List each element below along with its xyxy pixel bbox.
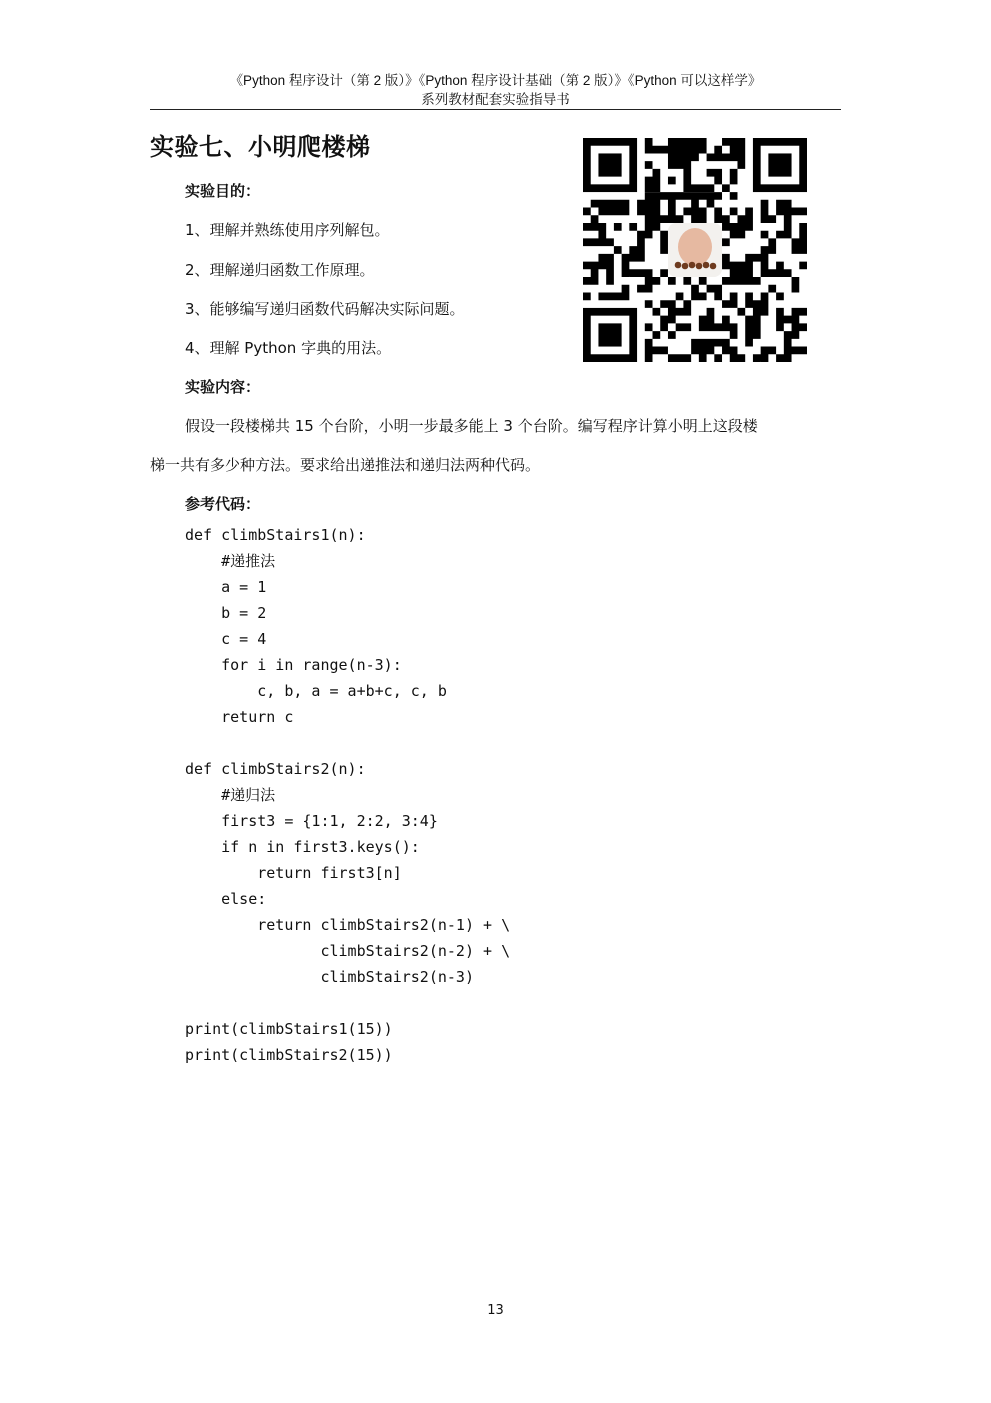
code-line: print(climbStairs2(15)) <box>185 1046 393 1064</box>
objective-item: 4、理解 Python 字典的用法。 <box>185 339 392 357</box>
code-line: climbStairs2(n-2) + \ <box>185 942 511 960</box>
code-block <box>185 522 510 1068</box>
objective-item: 2、理解递归函数工作原理。 <box>185 261 375 279</box>
page-header <box>150 71 841 109</box>
code-line: #递归法 <box>185 786 276 804</box>
header-line-2: 系列教材配套实验指导书 <box>421 92 570 107</box>
content-heading: 实验内容： <box>185 378 261 396</box>
code-line: return c <box>185 708 294 726</box>
code-line <box>185 730 510 756</box>
code-line: for i in range(n-3): <box>185 656 402 674</box>
code-line: a = 1 <box>185 578 267 596</box>
bracelet-bead <box>696 263 703 270</box>
code-line <box>185 990 510 1016</box>
code-line: def climbStairs1(n): <box>185 526 366 544</box>
code-line: def climbStairs2(n): <box>185 760 366 778</box>
code-line: else: <box>185 890 267 908</box>
bracelet-bead <box>710 263 717 270</box>
code-line: first3 = {1:1, 2:2, 3:4} <box>185 812 438 830</box>
content-paragraph-line-1: 假设一段楼梯共 15 个台阶，小明一步最多能上 3 个台阶。编写程序计算小明上这段楼 <box>185 417 758 435</box>
bracelet-bead <box>675 262 682 269</box>
header-rule <box>150 109 841 110</box>
objectives-heading: 实验目的： <box>185 182 261 200</box>
code-line: b = 2 <box>185 604 267 622</box>
qr-code-icon <box>583 138 807 362</box>
page-title: 实验七、小明爬楼梯 <box>150 132 371 161</box>
code-line: print(climbStairs1(15)) <box>185 1020 393 1038</box>
bracelet-bead <box>689 262 696 269</box>
bracelet-bead <box>703 262 710 269</box>
code-line: #递推法 <box>185 552 276 570</box>
code-line: if n in first3.keys(): <box>185 838 420 856</box>
page-number: 13 <box>487 1303 504 1318</box>
bracelet-bead <box>682 263 689 270</box>
objective-item: 1、理解并熟练使用序列解包。 <box>185 221 390 239</box>
qr-code-graphic <box>583 138 807 362</box>
code-line: return climbStairs2(n-1) + \ <box>185 916 511 934</box>
code-heading: 参考代码： <box>185 495 261 513</box>
code-line: climbStairs2(n-3) <box>185 968 474 986</box>
code-line: c, b, a = a+b+c, c, b <box>185 682 447 700</box>
fist-icon <box>678 228 712 266</box>
header-line-1: 《Python 程序设计（第 2 版）》《Python 程序设计基础（第 2 版）》《Python 可以这样学》 <box>229 73 762 88</box>
code-line: return first3[n] <box>185 864 402 882</box>
objective-item: 3、能够编写递归函数代码解决实际问题。 <box>185 300 465 318</box>
code-line: c = 4 <box>185 630 267 648</box>
content-paragraph-line-2: 梯一共有多少种方法。要求给出递推法和递归法两种代码。 <box>150 456 541 474</box>
